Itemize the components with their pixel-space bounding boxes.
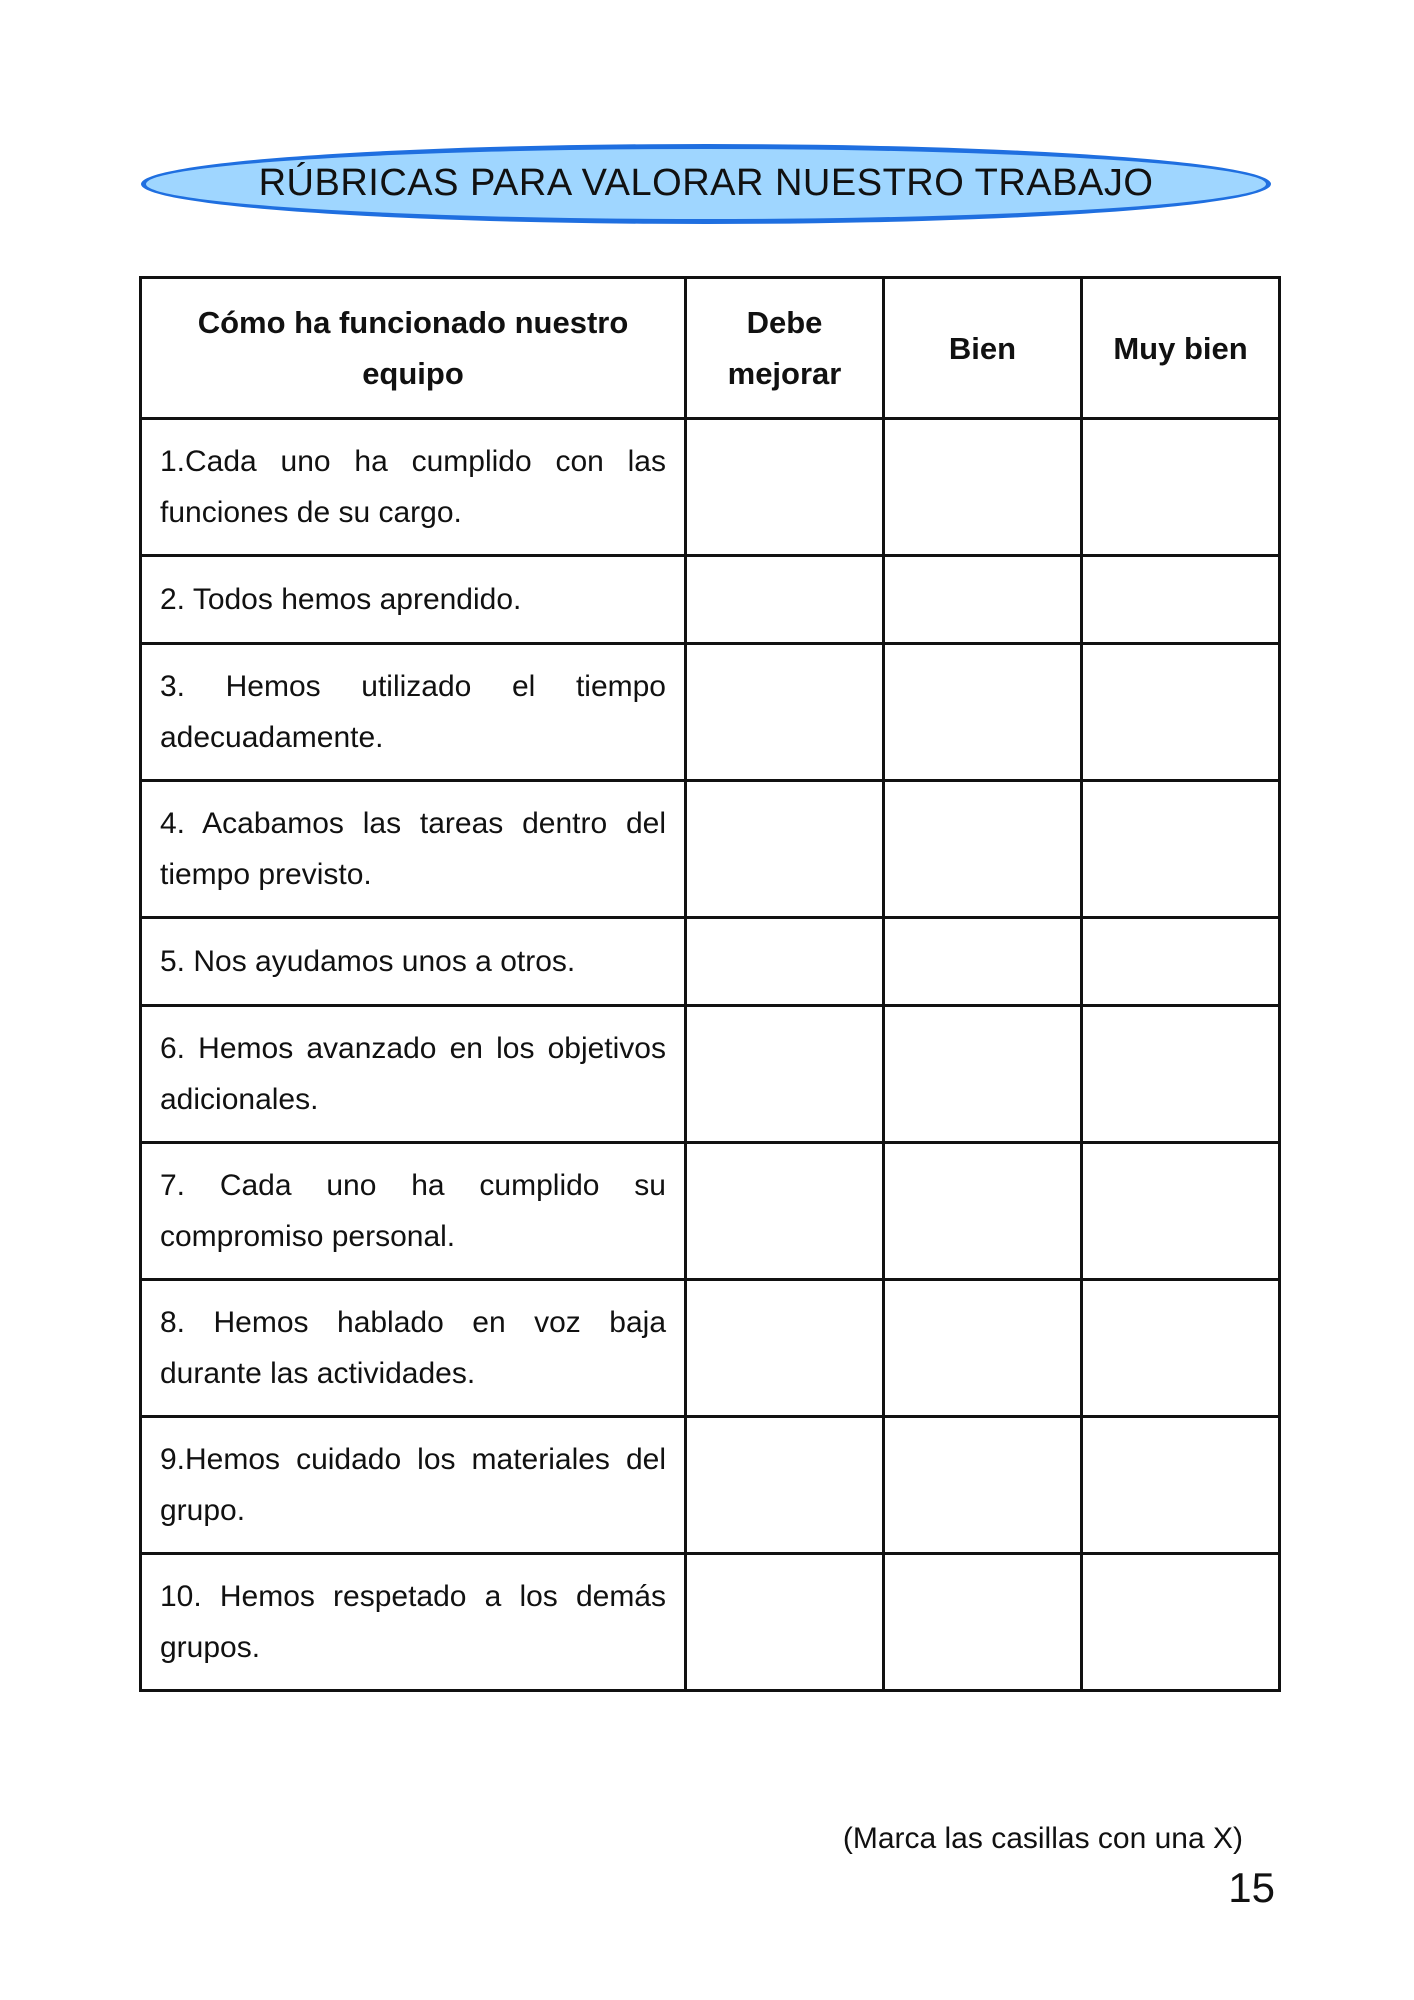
criterion-cell: 7. Cada uno ha cumplido su compromiso personal. [141, 1143, 686, 1280]
checkbox-needs-improvement[interactable] [686, 781, 884, 918]
page-title: RÚBRICAS PARA VALORAR NUESTRO TRABAJO [258, 161, 1154, 204]
criterion-cell: 2. Todos hemos aprendido. [141, 556, 686, 644]
checkbox-very-good[interactable] [1082, 781, 1280, 918]
criterion-cell: 4. Acabamos las tareas dentro del tiempo previsto. [141, 781, 686, 918]
checkbox-good[interactable] [884, 781, 1082, 918]
checkbox-very-good[interactable] [1082, 918, 1280, 1006]
checkbox-good[interactable] [884, 556, 1082, 644]
table-row [141, 1006, 1280, 1143]
header-very-good: Muy bien [1082, 278, 1280, 419]
criterion-cell: 6. Hemos avanzado en los objetivos adicionales. [141, 1006, 686, 1143]
criterion-cell: 3. Hemos utilizado el tiempo adecuadamente. [141, 644, 686, 781]
checkbox-needs-improvement[interactable] [686, 1554, 884, 1691]
checkbox-good[interactable] [884, 644, 1082, 781]
table-row [141, 1280, 1280, 1417]
checkbox-good[interactable] [884, 918, 1082, 1006]
criterion-cell: 1.Cada uno ha cumplido con las funciones de su cargo. [141, 419, 686, 556]
table-row [141, 644, 1280, 781]
criterion-cell: 9.Hemos cuidado los materiales del grupo. [141, 1417, 686, 1554]
table-row [141, 1417, 1280, 1554]
checkbox-needs-improvement[interactable] [686, 1006, 884, 1143]
table-row [141, 1554, 1280, 1691]
checkbox-very-good[interactable] [1082, 1006, 1280, 1143]
header-good: Bien [884, 278, 1082, 419]
checkbox-good[interactable] [884, 1280, 1082, 1417]
checkbox-good[interactable] [884, 1417, 1082, 1554]
checkbox-good[interactable] [884, 1006, 1082, 1143]
header-row [141, 278, 1280, 419]
checkbox-very-good[interactable] [1082, 419, 1280, 556]
checkbox-very-good[interactable] [1082, 1554, 1280, 1691]
table-row [141, 781, 1280, 918]
criterion-cell: 8. Hemos hablado en voz baja durante las actividades. [141, 1280, 686, 1417]
table-row [141, 1143, 1280, 1280]
checkbox-needs-improvement[interactable] [686, 419, 884, 556]
table-row [141, 918, 1280, 1006]
checkbox-very-good[interactable] [1082, 556, 1280, 644]
table-row [141, 419, 1280, 556]
table-row [141, 556, 1280, 644]
checkbox-good[interactable] [884, 1143, 1082, 1280]
checkbox-needs-improvement[interactable] [686, 1143, 884, 1280]
checkbox-very-good[interactable] [1082, 644, 1280, 781]
checkbox-very-good[interactable] [1082, 1280, 1280, 1417]
header-criterion: Cómo ha funcionado nuestro equipo [141, 278, 686, 419]
criterion-cell: 5. Nos ayudamos unos a otros. [141, 918, 686, 1006]
instructions-note: (Marca las casillas con una X) [842, 1822, 1243, 1855]
title-banner [141, 144, 1271, 224]
checkbox-needs-improvement[interactable] [686, 644, 884, 781]
page-number: 15 [1228, 1864, 1275, 1911]
criterion-cell: 10. Hemos respetado a los demás grupos. [141, 1554, 686, 1691]
checkbox-needs-improvement[interactable] [686, 556, 884, 644]
header-needs-improvement: Debe mejorar [686, 278, 884, 419]
checkbox-very-good[interactable] [1082, 1417, 1280, 1554]
checkbox-needs-improvement[interactable] [686, 918, 884, 1006]
checkbox-very-good[interactable] [1082, 1143, 1280, 1280]
rubric-table [139, 276, 1281, 1692]
checkbox-needs-improvement[interactable] [686, 1417, 884, 1554]
checkbox-good[interactable] [884, 419, 1082, 556]
checkbox-needs-improvement[interactable] [686, 1280, 884, 1417]
checkbox-good[interactable] [884, 1554, 1082, 1691]
